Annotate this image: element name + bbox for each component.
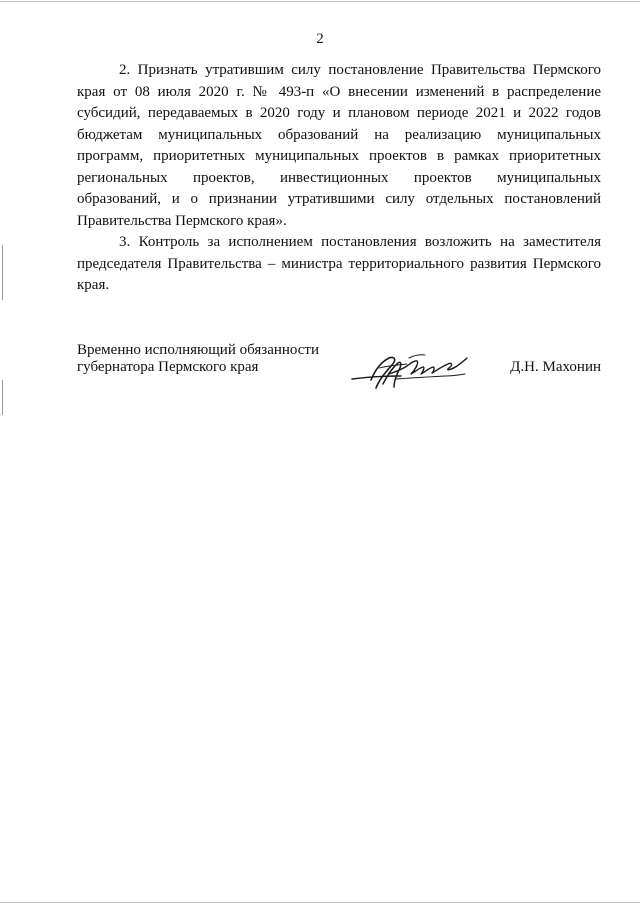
top-scan-edge xyxy=(0,1,640,2)
page-number: 2 xyxy=(316,31,324,47)
paragraph-3: 3. Контроль за исполнением постановления возложить на заместителя председателя Правительства – министра территориального развития Пермского края. xyxy=(77,234,601,293)
signer-title-line-1: Временно исполняющий обязанности xyxy=(77,342,320,358)
handwritten-signature-icon xyxy=(349,346,469,392)
signer-name: Д.Н. Махонин xyxy=(510,359,601,375)
document-body xyxy=(77,60,601,297)
paragraph-2: 2. Признать утратившим силу постановление Правительства Пермского края от 08 июля 2020 г. № 493-п «О внесении изменений в распределение субсидий, передаваемых в 2020 году и плановом периоде 2021 и 2022 годов бюджетам муниципальных образований на реализацию муниципальных программ, приоритетных муниципальных проектов в рамках приоритетных региональных проектов, инвестиционных проектов муниципальных образований, и о признании утратившими силу отдельных постановлений Правительства Пермского края». xyxy=(77,62,601,229)
signer-title xyxy=(77,342,347,376)
signature-block xyxy=(77,342,601,392)
bottom-scan-edge xyxy=(0,902,640,903)
left-scan-edge-bottom xyxy=(2,380,3,415)
left-scan-edge-top xyxy=(2,245,3,300)
signer-title-line-2: губернатора Пермского края xyxy=(77,359,259,375)
